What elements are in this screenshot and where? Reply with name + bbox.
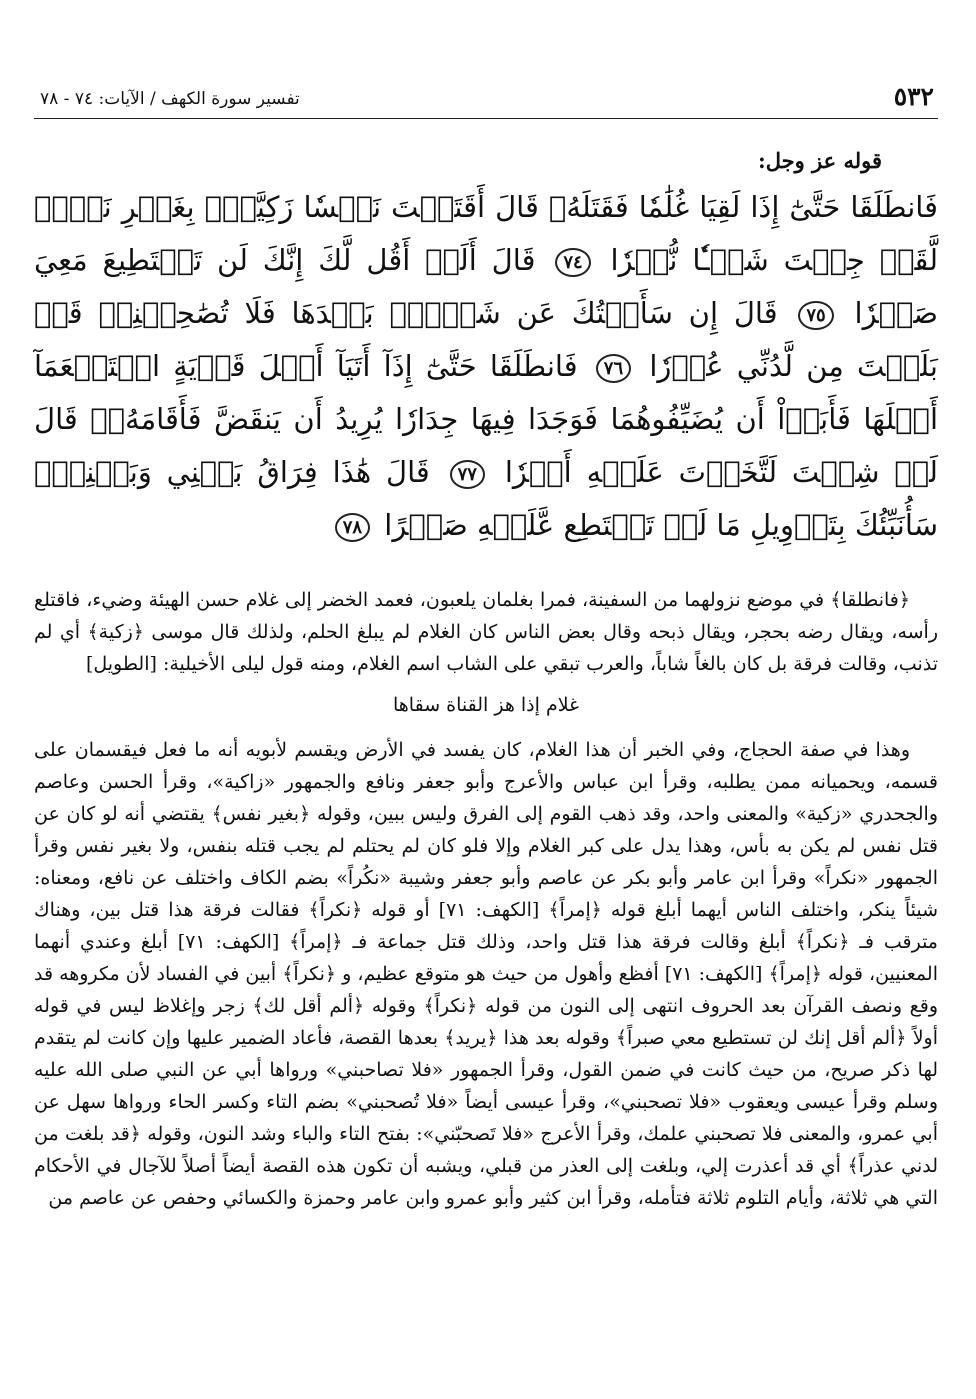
commentary-paragraph: وهذا في صفة الحجاج، وفي الخبر أن هذا الغلام، كان يفسد في الأرض ويقسم لأبويه أنه ما فعل فيقسمان على قسمه، ويحميانه ممن يطلبه، وقرأ ابن عباس والأعرج وأبو جعفر ونافع والجمهور «زاكية»، وقرأ الحسن وعاصم والجحدري «زكية» والمعنى واحد، وقد ذهب القوم إلى الفرق وليس ببين، وقوله ﴿بغير نفس﴾ يقتضي أنه لو كان عن قتل نفس لم يكن به بأس، وهذا يدل على كبر الغلام وإلا فلو كان لم يحتلم لم يجب قتله بنفس، ولا بغير نفس وقرأ الجمهور «نكراً» وقرأ ابن عامر وأبو بكر عن عاصم وأبو جعفر وشيبة «نكُراً» بضم الكاف واختلف عن نافع، ومعناه: شيئاً ينكر، واختلف الناس أيهما أبلغ قوله ﴿إمراً﴾ [الكهف: ٧١] أو قوله ﴿نكراً﴾ فقالت فرقة هذا قتل بين، وهناك مترقب فـ ﴿نكراً﴾ أبلغ وقالت فرقة هذا قتل واحد، وذلك قتل جماعة فـ ﴿إمراً﴾ [الكهف: ٧١] أبلغ وعندي أنهما المعنيين، قوله ﴿إمراً﴾ [الكهف: ٧١] أفظع وأهول من حيث هو متوقع عظيم، و ﴿نكراً﴾ أبين في الفساد لأن مكروهه قد وقع ونصف القرآن بعد الحروف انتهى إلى النون من قوله ﴿نكراً﴾ وقوله ﴿ألم أقل لك﴾ زجر وإغلاظ ليس في قوله أولاً ﴿ألم أقل إنك لن تستطيع معي صبراً﴾ وقوله بعد هذا ﴿يريد﴾ بعدها القصة، فأعاد الضمير عليها وإن كانت لم يتقدم لها ذكر صريح، من حيث كانت في ضمن القول، وقرأ الجمهور «فلا تصاحبني» ورواها أبي عن النبي صلى الله عليه وسلم وقرأ عيسى ويعقوب «فلا تصحبني»، وقرأ عيسى أيضاً «فلا تُصحبني» بضم التاء وكسر الحاء ورواها سهل عن أبي عمرو، والمعنى فلا تصحبني علمك، وقرأ الأعرج «فلا تَصحبّني»: بفتح التاء والباء وشد النون، وقوله ﴿قد بلغت من لدني عذراً﴾ أي قد أعذرت إلي، وبلغت إلى العذر من قبلي، ويشبه أن تكون هذه القصة أيضاً أصلاً للآجال في الأحكام التي هي ثلاثة، وأيام التلوم ثلاثة فتأمله، وقرأ ابن كثير وأبو عمرو وابن عامر وحمزة والكسائي وحفص عن عاصم من [34,739,938,1209]
running-title: تفسير سورة الكهف / الآيات: ٧٤ - ٧٨ [40,89,300,109]
commentary-body [34,584,938,1214]
page-number: ٥٣٢ [893,82,934,111]
poem-line: غلام إذا هز القناة سقاها [392,694,579,716]
verse-number-marker: ٧٨ [335,513,370,542]
verse-text: فَانطَلَقَا حَتَّىٰٓ إِذَآ أَتَيَآ أَهۡلَ قَرۡيَةٍ اسۡتَطۡعَمَآ أَهۡلَهَا فَأَبَوۡاْ أَن يُضَيِّفُوهُمَا فَوَجَدَا فِيهَا جِدَارٗا يُرِيدُ أَن يَنقَضَّ فَأَقَامَهُۥۖ قَالَ لَوۡ شِئۡتَ لَتَّخَذۡتَ عَلَيۡهِ أَجۡرٗا [34,349,938,489]
verse-number-marker: ٧٤ [555,248,590,277]
verse-text: فَانطَلَقَا حَتَّىٰٓ إِذَا لَقِيَا غُلَٰمٗا فَقَتَلَهُۥ قَالَ أَقَتَلۡتَ نَفۡسٗا زَكِيَّةَۢ بِغَيۡرِ نَفۡسٖ لَّقَدۡ جِئۡتَ شَيۡـٔٗا نُّكۡرٗا [34,190,939,277]
verse-number-marker: ٧٥ [798,301,833,330]
quran-verses [34,181,938,552]
verse-number-marker: ٧٦ [596,354,631,383]
page-header [34,78,938,119]
intro-heading: قوله عز وجل: [757,148,882,173]
verse-number-marker: ٧٧ [450,460,485,489]
verse-text: قَالَ هَٰذَا فِرَاقُ بَيۡنِي وَبَيۡنِكَۚ سَأُنَبِّئُكَ بِتَأۡوِيلِ مَا لَمۡ تَسۡتَطِع عَّلَيۡهِ صَبۡرًا [34,455,938,542]
verse-text: قَالَ إِن سَأَلۡتُكَ عَن شَيۡءِۭ بَعۡدَهَا فَلَا تُصَٰحِبۡنِيۖ قَدۡ بَلَغۡتَ مِن لَّدُنِّي عُذۡرٗا [34,296,938,383]
commentary-paragraph: ﴿فانطلقا﴾ في موضع نزولهما من السفينة، فمرا بغلمان يلعبون، فعمد الخضر إلى غلام حسن الهيئة وضيء، فاقتلع رأسه، ويقال رضه بحجر، ويقال ذبحه وقال بعض الناس كان الغلام لم يبلغ الحلم، ولذلك قال موسى ﴿زكية﴾ أي لم تذنب، وقالت فرقة بل كان بالغاً شاباً، والعرب تبقي على الشاب اسم الغلام، ومنه قول ليلى الأخيلية: [الطويل] [34,589,938,675]
document-page [34,78,938,1214]
verse-text: قَالَ أَلَمۡ أَقُل لَّكَ إِنَّكَ لَن تَسۡتَطِيعَ مَعِيَ صَبۡرٗا [34,243,939,330]
